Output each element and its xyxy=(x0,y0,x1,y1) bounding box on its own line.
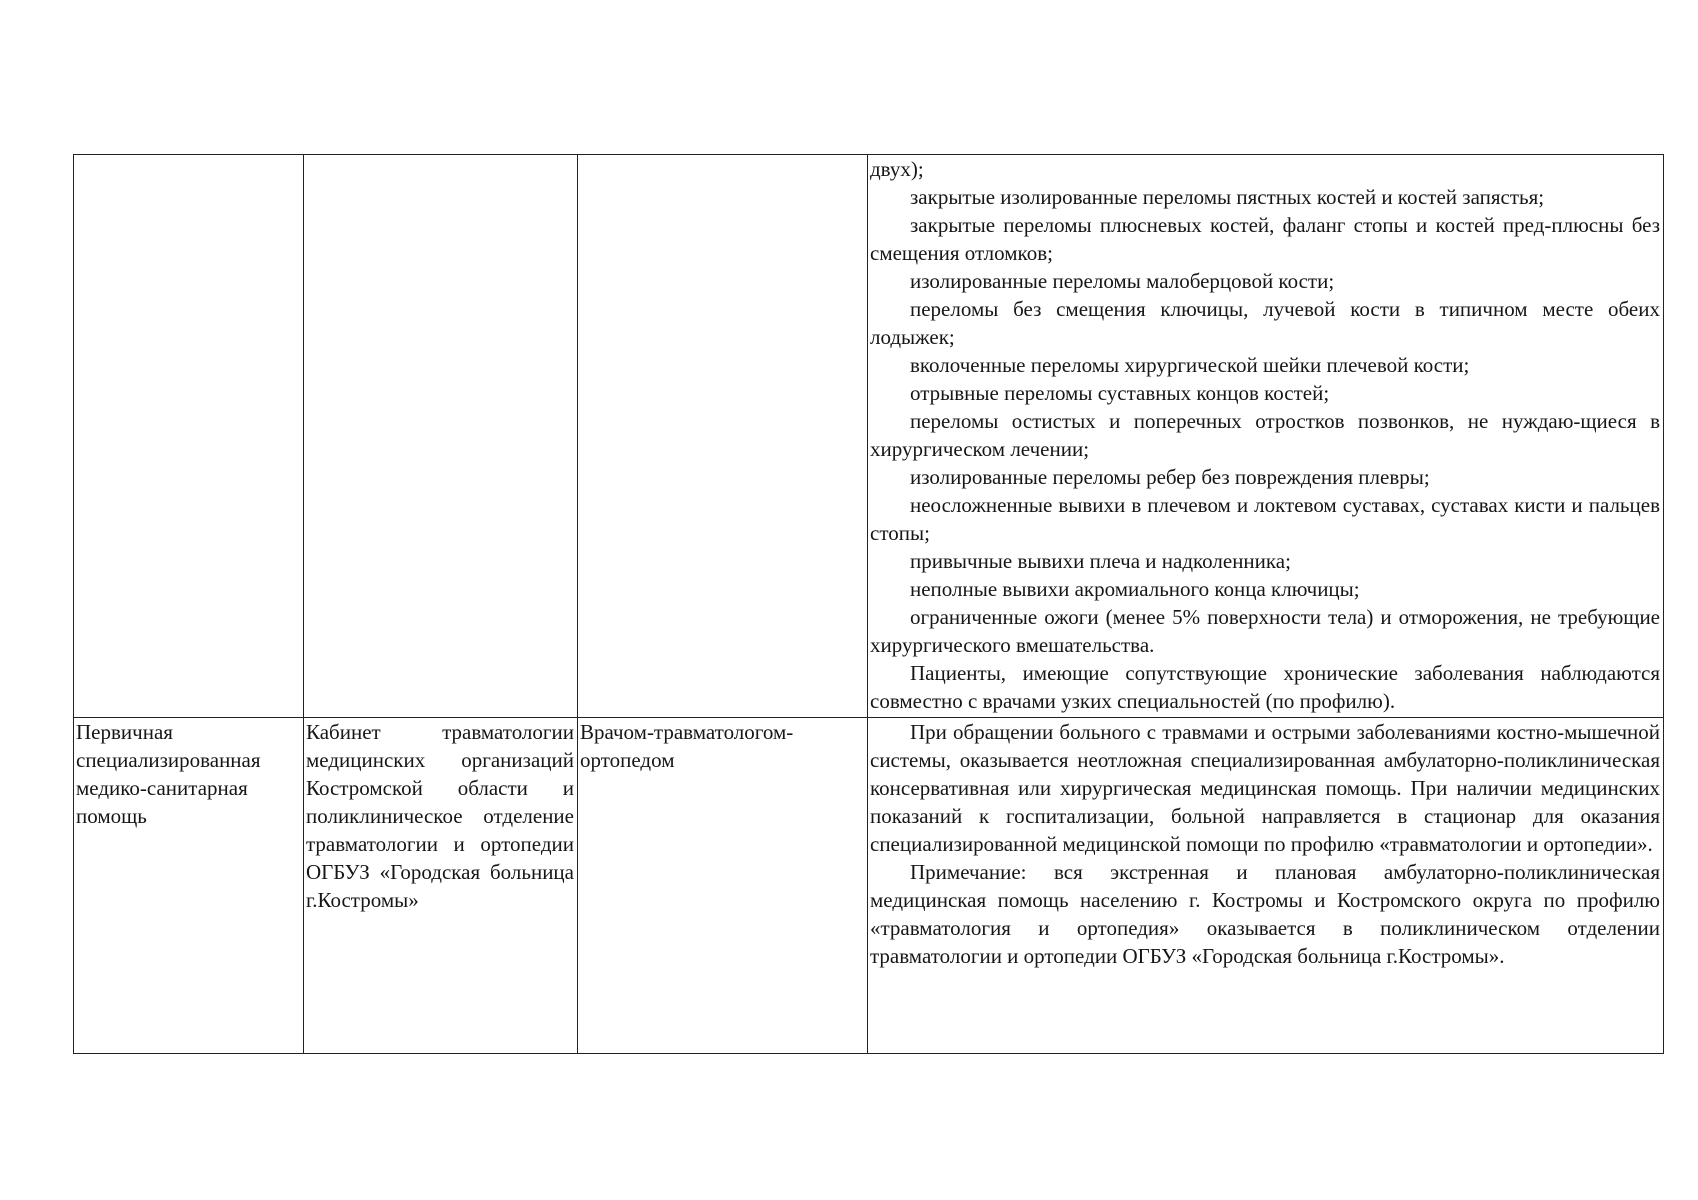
table-cell-conditions xyxy=(868,155,1664,718)
table-row xyxy=(74,155,1664,718)
condition-line: закрытые переломы плюсневых костей, фаланг стопы и костей пред-плюсны без смещения отломков; xyxy=(870,213,1660,265)
provider-text: Врачом-травматологом-ортопедом xyxy=(580,720,794,772)
table-row xyxy=(74,718,1664,1054)
condition-line: закрытые изолированные переломы пястных костей и костей запястья; xyxy=(910,185,1545,209)
condition-line: Пациенты, имеющие сопутствующие хронические заболевания наблюдаются совместно с врачами узких специальностей (по профилю). xyxy=(870,661,1660,713)
condition-line: отрывные переломы суставных концов костей; xyxy=(910,381,1330,405)
note-paragraph: Примечание: вся экстренная и плановая амбулаторно-поликлиническая медицинская помощь населению г. Костромы и Костромского округа по профилю «травматология и ортопедия» оказывается в поликлиническом отделении травматологии и ортопедии ОГБУЗ «Городская больница г.Костромы». xyxy=(870,860,1660,968)
condition-line: вколоченные переломы хирургической шейки плечевой кости; xyxy=(910,353,1470,377)
table-cell-empty xyxy=(74,155,304,718)
condition-line: переломы остистых и поперечных отростков позвонков, не нуждаю-щиеся в хирургическом лечении; xyxy=(870,409,1660,461)
condition-line: привычные вывихи плеча и надколенника; xyxy=(910,549,1291,573)
document-table xyxy=(73,154,1664,1054)
condition-line: неполные вывихи акромиального конца ключицы; xyxy=(910,577,1360,601)
condition-line: двух); xyxy=(870,157,924,181)
facility-text: Кабинет травматологии медицинских организаций Костромской области и поликлиническое отделение травматологии и ортопедии ОГБУЗ «Городская больница г.Костромы» xyxy=(306,720,574,912)
condition-line: переломы без смещения ключицы, лучевой кости в типичном месте обеих лодыжек; xyxy=(870,297,1660,349)
condition-line: неосложненные вывихи в плечевом и локтевом суставах, суставах кисти и пальцев стопы; xyxy=(870,493,1660,545)
care-type-cell xyxy=(74,718,304,1054)
condition-line: ограниченные ожоги (менее 5% поверхности тела) и отморожения, не требующие хирургического вмешательства. xyxy=(870,605,1660,657)
procedure-cell xyxy=(868,718,1664,1054)
table-cell-empty xyxy=(304,155,578,718)
condition-line: изолированные переломы ребер без повреждения плевры; xyxy=(910,465,1430,489)
care-type-text: Первичная специализированная медико-санитарная помощь xyxy=(76,720,261,828)
table-cell-empty xyxy=(578,155,868,718)
procedure-paragraph: При обращении больного с травмами и острыми заболеваниями костно-мышечной системы, оказывается неотложная специализированная амбулаторно-поликлиническая консервативная или хирургическая медицинская помощь. При наличии медицинских показаний к госпитализации, больной направляется в стационар для оказания специализированной медицинской помощи по профилю «травматологии и ортопедии». xyxy=(870,720,1660,856)
condition-line: изолированные переломы малоберцовой кости; xyxy=(910,269,1335,293)
provider-cell xyxy=(578,718,868,1054)
facility-cell xyxy=(304,718,578,1054)
